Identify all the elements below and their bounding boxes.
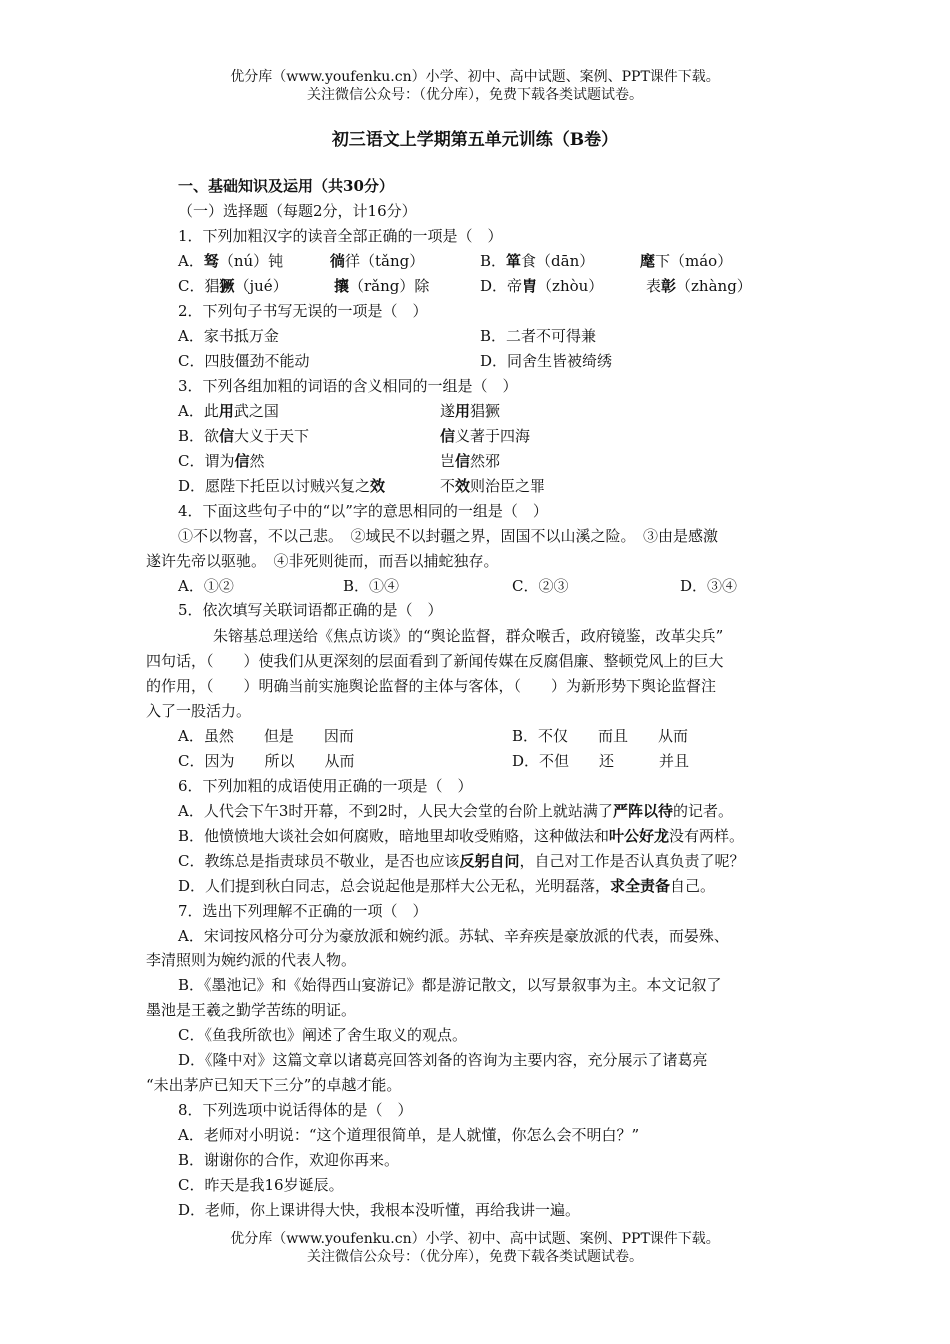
section-heading: 一、基础知识及运用（共30分）: [178, 177, 394, 195]
q1-option-b: B．箪食（dān）: [480, 252, 595, 270]
q1-option-b-2: 麾下（máo）: [640, 252, 733, 270]
q2-option-c: C．四肢僵劲不能动: [178, 352, 310, 370]
q5-stem: 5．依次填写关联词语都正确的是（ ）: [178, 601, 443, 619]
q3-stem: 3．下列各组加粗的词语的含义相同的一组是（ ）: [178, 377, 518, 395]
q7-option-a-line-1: A．宋词按风格分可分为豪放派和婉约派。苏轼、辛弃疾是豪放派的代表，而晏殊、: [178, 927, 729, 945]
q6-stem: 6．下列加粗的成语使用正确的一项是（ ）: [178, 777, 473, 795]
q1-option-a-2: 徜徉（tǎng）: [330, 252, 425, 270]
q5-option-b: B．不仅 而且 从而: [512, 727, 689, 745]
q5-passage-line-1: 朱镕基总理送给《焦点访谈》的“舆论监督，群众喉舌，政府镜鉴，改革尖兵”: [213, 627, 724, 645]
q8-stem: 8．下列选项中说话得体的是（ ）: [178, 1101, 413, 1119]
q1-option-d: D．帝胄（zhòu）: [480, 277, 604, 295]
q5-passage-line-3: 的作用，（ ）明确当前实施舆论监督的主体与客体，（ ）为新形势下舆论监督注: [146, 677, 717, 695]
q4-option-d: D．③④: [680, 577, 738, 595]
q7-option-c: C．《鱼我所欲也》阐述了舍生取义的观点。: [178, 1026, 467, 1044]
q3-option-c: C．谓为信然: [178, 452, 265, 470]
q3-option-d: D．愿陛下托臣以讨贼兴复之效: [178, 477, 386, 495]
q6-option-b: B．他愤愤地大谈社会如何腐败，暗地里却收受贿赂，这种做法和叶公好龙没有两样。: [178, 827, 745, 845]
page-title: 初三语文上学期第五单元训练（B卷）: [331, 130, 619, 150]
q4-option-b: B．①④: [343, 577, 400, 595]
q6-option-a: A．人代会下午3时开幕，不到2时，人民大会堂的台阶上就站满了严阵以待的记者。: [178, 802, 733, 820]
q8-option-d: D．老师，你上课讲得大快，我根本没听懂，再给我讲一遍。: [178, 1201, 581, 1219]
q8-option-b: B．谢谢你的合作，欢迎你再来。: [178, 1151, 400, 1169]
q8-option-a: A．老师对小明说：“这个道理很简单，是人就懂，你怎么会不明白？”: [178, 1126, 640, 1144]
q8-option-c: C．昨天是我16岁诞辰。: [178, 1176, 344, 1194]
q3-option-c-2: 岂信然邪: [440, 452, 501, 470]
q4-option-a: A．①②: [178, 577, 234, 595]
q2-option-a: A．家书抵万金: [178, 327, 279, 345]
q1-stem: 1．下列加粗汉字的读音全部正确的一项是（ ）: [178, 227, 503, 245]
q7-option-d-line-2: “未出茅庐已知天下三分”的卓越才能。: [146, 1076, 402, 1094]
q3-option-b-2: 信义著于四海: [440, 427, 531, 445]
q7-option-b-line-1: B．《墨池记》和《始得西山宴游记》都是游记散文，以写景叙事为主。本文记叙了: [178, 976, 722, 994]
q7-option-d-line-1: D．《隆中对》这篇文章以诸葛亮回答刘备的咨询为主要内容，充分展示了诸葛亮: [178, 1051, 708, 1069]
q4-body-line-2: 遂许先帝以驱驰。 ④非死则徙而，而吾以捕蛇独存。: [146, 552, 499, 570]
q1-option-c: C．猖獗（jué）: [178, 277, 288, 295]
footer-line-1: 优分库（www.youfenku.cn）小学、初中、高中试题、案例、PPT课件下载。: [230, 1231, 720, 1247]
q5-option-c: C．因为 所以 从而: [178, 752, 355, 770]
q2-option-d: D．同舍生皆被绮绣: [480, 352, 613, 370]
q3-option-b: B．欲信大义于天下: [178, 427, 310, 445]
header-line-1: 优分库（www.youfenku.cn）小学、初中、高中试题、案例、PPT课件下载。: [230, 69, 720, 85]
q1-option-c-2: 攘（rǎng）除: [334, 277, 430, 295]
q3-option-a-2: 遂用猖獗: [440, 402, 501, 420]
q6-option-c: C．教练总是指责球员不敬业，是否也应该反躬自问，自己对工作是否认真负责了呢？: [178, 852, 745, 870]
q7-option-b-line-2: 墨池是王羲之勤学苦练的明证。: [146, 1001, 357, 1019]
q1-option-a: A．驽（nú）钝: [178, 252, 284, 270]
q3-option-a: A．此用武之国: [178, 402, 279, 420]
q2-option-b: B．二者不可得兼: [480, 327, 597, 345]
footer-line-2: 关注微信公众号：（优分库），免费下载各类试题试卷。: [307, 1249, 643, 1265]
q7-option-a-line-2: 李清照则为婉约派的代表人物。: [146, 951, 357, 969]
q4-option-c: C．②③: [512, 577, 569, 595]
q5-passage-line-4: 入了一股活力。: [146, 702, 252, 720]
q6-option-d: D．人们提到秋白同志，总会说起他是那样大公无私，光明磊落，求全责备自己。: [178, 877, 716, 895]
header-line-2: 关注微信公众号：（优分库），免费下载各类试题试卷。: [307, 87, 643, 103]
q4-stem: 4．下面这些句子中的“以”字的意思相同的一组是（ ）: [178, 502, 548, 520]
q4-body-line-1: ①不以物喜，不以己悲。 ②域民不以封疆之界，固国不以山溪之险。 ③由是感激: [178, 527, 719, 545]
q2-stem: 2．下列句子书写无误的一项是（ ）: [178, 302, 428, 320]
q5-option-d: D．不但 还 并且: [512, 752, 690, 770]
q1-option-d-2: 表彰（zhàng）: [646, 277, 752, 295]
q7-stem: 7．选出下列理解不正确的一项（ ）: [178, 902, 428, 920]
q3-option-d-2: 不效则治臣之罪: [440, 477, 546, 495]
section-subheading: （一）选择题（每题2分，计16分）: [178, 202, 417, 220]
q5-option-a: A．虽然 但是 因而: [178, 727, 354, 745]
q5-passage-line-2: 四句话，（ ）使我们从更深刻的层面看到了新闻传媒在反腐倡廉、整顿党风上的巨大: [146, 652, 724, 670]
